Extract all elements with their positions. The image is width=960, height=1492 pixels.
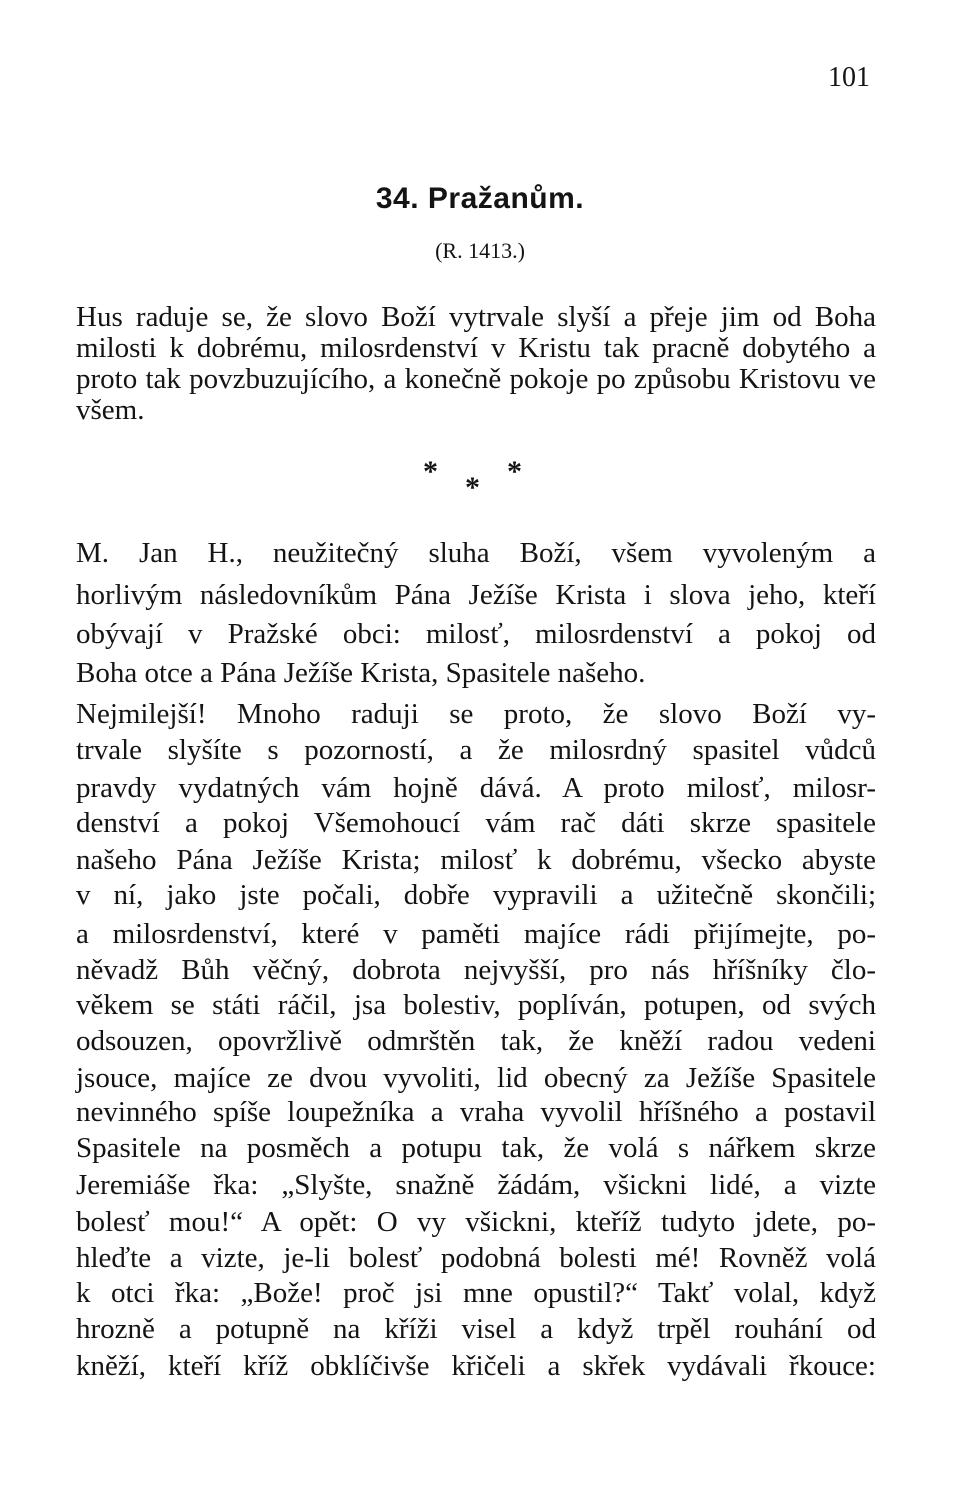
body-line: pravdy vydatných vám hojně dává. A proto milosť, milosr-: [76, 772, 876, 804]
body-line: našeho Pána Ježíše Krista; milosť k dobrému, všecko abyste: [76, 844, 876, 876]
letter-summary: Hus raduje se, že slovo Boží vytrvale slyší a přeje jim od Boha milosti k dobrému, milosrdenství v Kristu tak pracně dobytého a proto tak povzbuzujícího, a konečně pokoje po způsobu Kristovu ve všem.: [76, 301, 876, 426]
body-line: věkem se státi ráčil, jsa bolestiv, poplíván, potupen, od svých: [76, 989, 876, 1021]
body-line: hleďte a vizte, je-li bolesť podobná bolesti mé! Rovněž volá: [76, 1242, 876, 1274]
body-line: denství a pokoj Všemohoucí vám rač dáti skrze spasitele: [76, 807, 876, 839]
asterisk-icon: *: [465, 471, 480, 504]
body-line: Nejmilejší! Mnoho raduji se proto, že slovo Boží vy-: [76, 698, 876, 730]
asterisk-icon: *: [423, 455, 438, 488]
section-separator: [0, 455, 960, 505]
body-line: Boha otce a Pána Ježíše Krista, Spasitele našeho.: [76, 657, 646, 689]
body-line: v ní, jako jste počali, dobře vypravili a užitečně skončili;: [76, 879, 876, 911]
letter-date: (R. 1413.): [435, 238, 525, 263]
body-line: jsouce, majíce ze dvou vyvoliti, lid obecný za Ježíše Spasitele: [76, 1062, 876, 1094]
body-line: a milosrdenství, které v paměti majíce rádi přijímejte, po-: [76, 918, 876, 950]
page-number: 101: [828, 62, 870, 93]
body-line: něvadž Bůh věčný, dobrota nejvyšší, pro nás hříšníky člo-: [76, 954, 876, 986]
body-line: M. Jan H., neužitečný sluha Boží, všem vyvoleným a: [76, 537, 876, 569]
body-line: bolesť mou!“ A opět: O vy všickni, kteříž tudyto jdete, po-: [76, 1206, 876, 1238]
body-line: hrozně a potupně na kříži visel a když trpěl rouhání od: [76, 1313, 876, 1345]
body-line: Jeremiáše řka: „Slyšte, snažně žádám, všickni lidé, a vizte: [76, 1169, 876, 1201]
body-line: horlivým následovníkům Pána Ježíše Krista i slova jeho, kteří: [76, 579, 876, 611]
body-line: obývají v Pražské obci: milosť, milosrdenství a pokoj od: [76, 618, 876, 650]
letter-title: 34. Pražanům.: [375, 182, 585, 215]
asterisk-icon: *: [507, 455, 522, 488]
body-line: nevinného spíše loupežníka a vraha vyvolil hříšného a postavil: [76, 1096, 876, 1128]
body-line: trvale slyšíte s pozorností, a že milosrdný spasitel vůdců: [76, 734, 876, 766]
body-line: k otci řka: „Bože! proč jsi mne opustil?“ Takť volal, když: [76, 1277, 876, 1309]
body-line: kněží, kteří kříž obklíčivše křičeli a skřek vydávali řkouce:: [76, 1350, 876, 1382]
body-line: odsouzen, opovržlivě odmrštěn tak, že kněží radou vedeni: [76, 1025, 876, 1057]
body-line: Spasitele na posměch a potupu tak, že volá s nářkem skrze: [76, 1132, 876, 1164]
